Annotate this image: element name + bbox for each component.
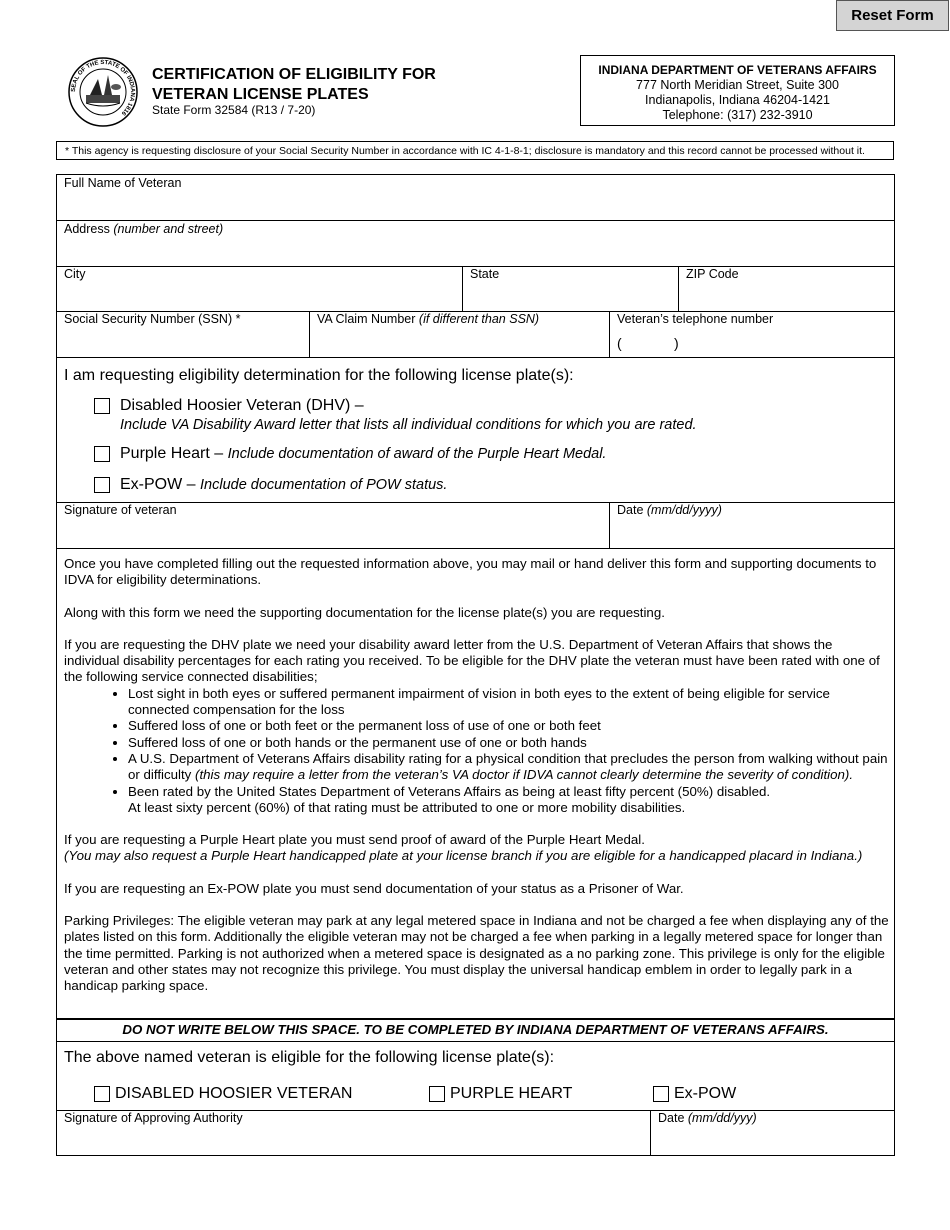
city-label: City: [64, 267, 86, 281]
agency-name: INDIANA DEPARTMENT OF VETERANS AFFAIRS: [598, 63, 877, 77]
ex-pow-checkbox[interactable]: [94, 477, 110, 493]
approving-signature-input[interactable]: [65, 1130, 644, 1152]
ex-pow-label: [120, 476, 447, 494]
va-claim-label-text: VA Claim Number: [317, 312, 416, 326]
office-use-banner: DO NOT WRITE BELOW THIS SPACE. TO BE COMPLETED BY INDIANA DEPARTMENT OF VETERANS AFFAIRS.: [122, 1022, 829, 1037]
dhv-note: Include VA Disability Award letter that lists all individual conditions for which you are rated.: [120, 417, 697, 433]
agency-city: Indianapolis, Indiana 46204-1421: [645, 93, 830, 107]
list-item: • Suffered loss of one or both hands or the permanent use of one or both hands: [128, 735, 890, 751]
list-item-text-2: At least sixty percent (60%) of that rating must be attributed to one or more mobility disabilities.: [128, 799, 686, 815]
agency-address-box: [580, 55, 895, 126]
full-name-input[interactable]: [65, 196, 889, 218]
address-hint: (number and street): [113, 222, 224, 236]
phone-area-code-input[interactable]: [627, 334, 676, 356]
purple-heart-label: [120, 445, 606, 463]
list-item-text: A U.S. Department of Veterans Affairs disability rating for a physical condition that precludes the person from walking without pain or difficulty: [128, 750, 888, 783]
dhv-label: Disabled Hoosier Veteran (DHV) –: [120, 397, 364, 414]
form-number: State Form 32584 (R13 / 7-20): [152, 103, 316, 117]
agency-street: 777 North Meridian Street, Suite 300: [636, 78, 839, 92]
approval-date-label-text: Date: [658, 1111, 685, 1125]
veteran-signature-input[interactable]: [65, 523, 604, 545]
veteran-date-label: [617, 503, 722, 517]
disability-list: [64, 686, 890, 816]
office-dhv-checkbox[interactable]: [94, 1086, 110, 1102]
office-ex-pow-label: Ex-POW: [674, 1085, 737, 1102]
zip-input[interactable]: [686, 287, 890, 309]
application-form: [56, 174, 895, 1156]
state-label: State: [470, 267, 500, 281]
office-purple-heart-label: PURPLE HEART: [450, 1085, 573, 1102]
veteran-signature-label: Signature of veteran: [64, 503, 177, 517]
instructions-p5: If you are requesting an Ex-POW plate you must send documentation of your status as a Prisoner of War.: [64, 880, 684, 896]
list-item: [128, 784, 890, 817]
seal-text: SEAL OF THE STATE OF INDIANA 1816: [70, 59, 136, 117]
ex-pow-label-text: Ex-POW –: [120, 476, 196, 493]
state-seal-icon: [68, 57, 138, 127]
list-item: • Suffered loss of one or both feet or the permanent loss of use of one or both feet: [128, 718, 890, 734]
address-label: [64, 222, 223, 236]
approval-date-input[interactable]: [658, 1130, 890, 1152]
dhv-checkbox[interactable]: [94, 398, 110, 414]
address-label-text: Address: [64, 222, 110, 236]
instructions-p4-italic: (You may also request a Purple Heart handicapped plate at your license branch if you are eligible for a handicapped placard in Indiana.): [64, 848, 863, 864]
purple-heart-label-text: Purple Heart –: [120, 445, 224, 462]
ssn-input[interactable]: [65, 333, 307, 355]
address-input[interactable]: [65, 242, 889, 264]
list-item-text: Been rated by the United States Department of Veterans Affairs as being at least fifty percent (50%) disabled.: [128, 783, 771, 799]
phone-paren-open: (: [617, 335, 622, 351]
instructions-p1: Once you have completed filling out the requested information above, you may mail or hand deliver this form and supporting documents to IDVA for eligibility determinations.: [64, 556, 877, 588]
zip-label: ZIP Code: [686, 267, 739, 281]
instructions-p4: [64, 832, 890, 865]
list-item: [128, 751, 890, 784]
request-heading: I am requesting eligibility determination for the following license plate(s):: [64, 367, 574, 384]
approving-signature-label: Signature of Approving Authority: [64, 1111, 243, 1125]
purple-heart-note: Include documentation of award of the Purple Heart Medal.: [227, 446, 607, 462]
va-claim-input[interactable]: [317, 333, 611, 355]
form-title: [152, 65, 436, 105]
phone-paren-close: ): [674, 335, 679, 351]
reset-form-button[interactable]: Reset Form: [836, 0, 949, 31]
instructions-p3: If you are requesting the DHV plate we need your disability award letter from the U.S. Department of Veteran Affairs that shows the individual disability percentages for each rating you received. To be eligible for the DHV plate the veteran must have been rated with one of the following service connected disabilities;: [64, 636, 880, 685]
instructions: [64, 556, 890, 995]
instructions-p2: Along with this form we need the supporting documentation for the license plate(s) you are requesting.: [64, 604, 665, 620]
full-name-label: Full Name of Veteran: [64, 176, 182, 190]
eligible-heading: The above named veteran is eligible for the following license plate(s):: [64, 1049, 555, 1066]
ssn-disclosure-notice: * This agency is requesting disclosure of your Social Security Number in accordance with IC 4-1-8-1; disclosure is mandatory and this record cannot be processed without it.: [56, 141, 894, 160]
office-ex-pow-checkbox[interactable]: [653, 1086, 669, 1102]
form-title-line2: VETERAN LICENSE PLATES: [152, 86, 369, 103]
veteran-date-hint: (mm/dd/yyyy): [646, 503, 722, 517]
state-input[interactable]: [470, 287, 679, 309]
approval-date-label: [658, 1111, 757, 1125]
list-item-italic: (this may require a letter from the veteran’s VA doctor if IDVA cannot clearly determine the severity of condition).: [195, 767, 854, 783]
va-claim-hint: (if different than SSN): [418, 312, 540, 326]
va-claim-label: [317, 312, 539, 326]
instructions-p4-text: If you are requesting a Purple Heart plate you must send proof of award of the Purple Heart Medal.: [64, 832, 645, 848]
instructions-p6: Parking Privileges: The eligible veteran may park at any legal metered space in Indiana and not be charged a fee when displaying any of the plates listed on this form. Additionally the eligible veteran may not be charged a fee when parking in a legally metered space for longer than the time permitted. Parking is not authorized when a metered space is designated as a no parking zone. This privilege is only for the eligible veteran and other states may not recognize this privilege. You must display the universal handicap emblem in order to legally park in a handicap parking space.: [64, 913, 889, 994]
office-dhv-label: DISABLED HOOSIER VETERAN: [115, 1085, 353, 1102]
phone-number-input[interactable]: [685, 334, 889, 356]
ssn-label: Social Security Number (SSN) *: [64, 312, 241, 326]
veteran-date-label-text: Date: [617, 503, 644, 517]
agency-phone: Telephone: (317) 232-3910: [662, 108, 813, 122]
office-purple-heart-checkbox[interactable]: [429, 1086, 445, 1102]
approval-date-hint: (mm/dd/yyy): [687, 1111, 757, 1125]
purple-heart-checkbox[interactable]: [94, 446, 110, 462]
city-input[interactable]: [65, 287, 459, 309]
list-item: • Lost sight in both eyes or suffered permanent impairment of vision in both eyes to the extent of being eligible for service connected compensation for the loss: [128, 686, 890, 719]
ex-pow-note: Include documentation of POW status.: [200, 477, 448, 493]
telephone-label: Veteran’s telephone number: [617, 312, 774, 326]
veteran-date-input[interactable]: [617, 523, 889, 545]
form-title-line1: CERTIFICATION OF ELIGIBILITY FOR: [152, 66, 436, 83]
